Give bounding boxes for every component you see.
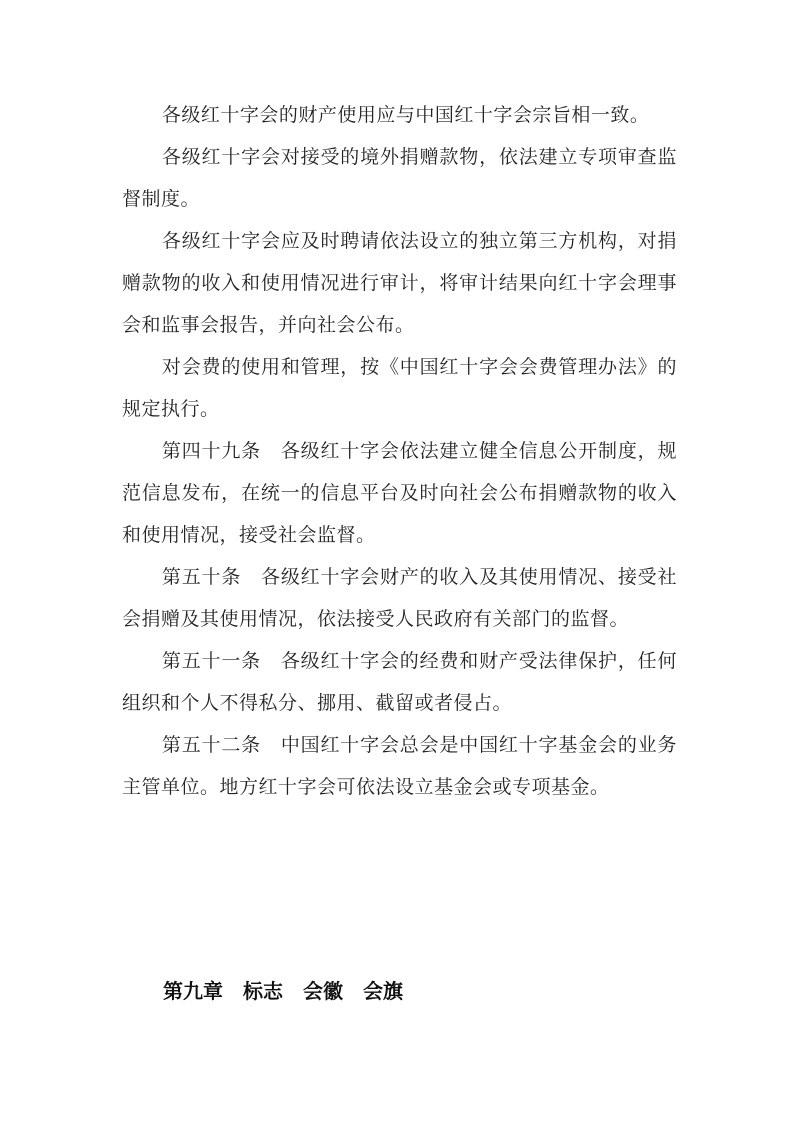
- article-51: 第五十一条 各级红十字会的经费和财产受法律保护，任何组织和个人不得私分、挪用、截留或者侵占。: [122, 650, 677, 714]
- body-text: [122, 94, 677, 808]
- article-50: 第五十条 各级红十字会财产的收入及其使用情况、接受社会捐赠及其使用情况，依法接受人民政府有关部门的监督。: [122, 566, 677, 630]
- paragraph-property-use: 各级红十字会的财产使用应与中国红十字会宗旨相一致。: [161, 104, 650, 126]
- paragraph-foreign-donations: 各级红十字会对接受的境外捐赠款物，依法建立专项审查监督制度。: [122, 146, 677, 210]
- paragraph-membership-fees: 对会费的使用和管理，按《中国红十字会会费管理办法》的规定执行。: [122, 356, 677, 420]
- paragraph-audit: 各级红十字会应及时聘请依法设立的独立第三方机构，对捐赠款物的收入和使用情况进行审计，将审计结果向红十字会理事会和监事会报告，并向社会公布。: [122, 230, 677, 336]
- chapter-heading: 第九章 标志 会徽 会旗: [163, 979, 403, 1003]
- article-52: 第五十二条 中国红十字会总会是中国红十字基金会的业务主管单位。地方红十字会可依法设立基金会或专项基金。: [122, 734, 677, 798]
- article-49: 第四十九条 各级红十字会依法建立健全信息公开制度，规范信息发布，在统一的信息平台及时向社会公布捐赠款物的收入和使用情况，接受社会监督。: [122, 440, 677, 546]
